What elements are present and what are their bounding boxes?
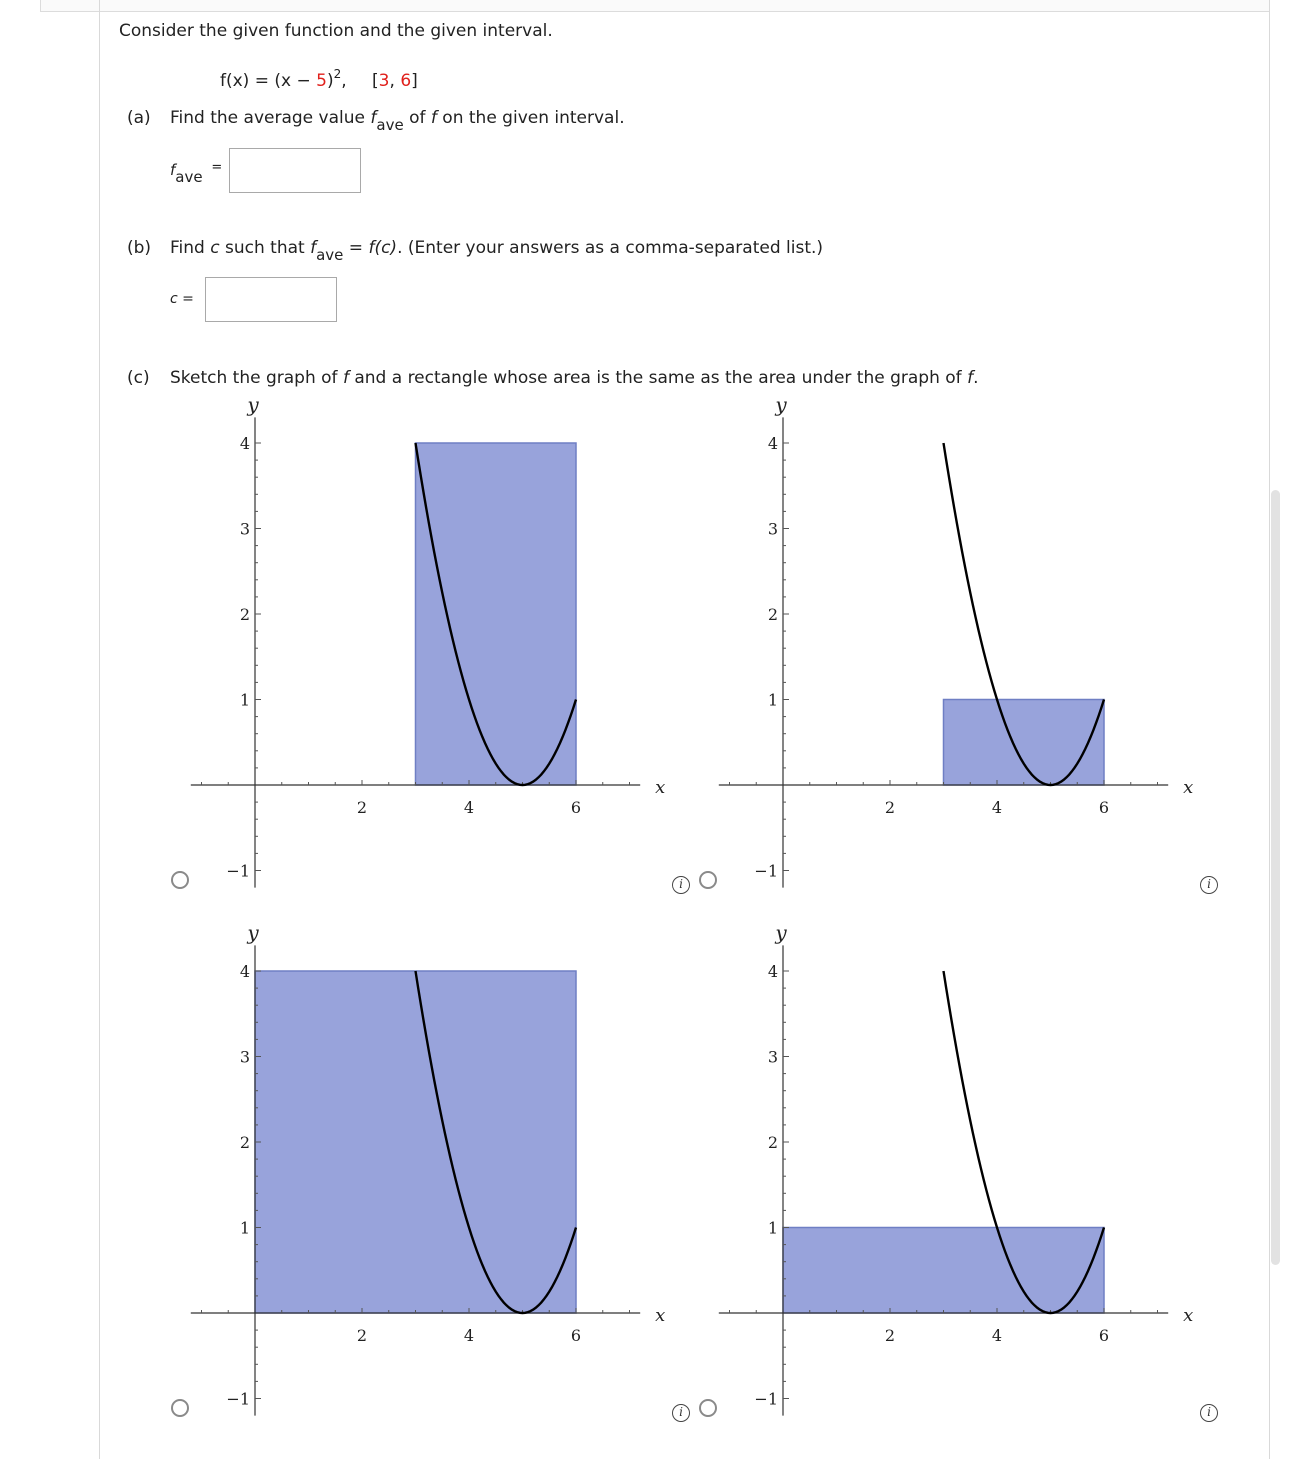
part-b-fc: f(c) bbox=[368, 238, 398, 258]
info-icon[interactable]: i bbox=[672, 1404, 690, 1422]
x-tick-label: 2 bbox=[356, 798, 368, 817]
y-tick-label: 4 bbox=[767, 962, 778, 981]
x-tick-label: 4 bbox=[991, 1326, 1003, 1345]
area-rectangle bbox=[416, 443, 577, 785]
y-tick-label: 4 bbox=[239, 434, 250, 453]
function-lhs: f(x) = (x − bbox=[220, 71, 317, 91]
part-b-q-mid: such that bbox=[219, 238, 311, 258]
graph-option-3 bbox=[185, 923, 670, 1423]
part-a-sub: ave bbox=[376, 116, 404, 134]
y-axis-label: y bbox=[247, 395, 259, 417]
fave-sub: ave bbox=[175, 168, 203, 186]
x-tick-label: 6 bbox=[570, 1326, 582, 1345]
y-tick-label: 2 bbox=[767, 605, 778, 624]
graph-option-4 bbox=[713, 923, 1198, 1423]
option-1-radio[interactable] bbox=[171, 871, 189, 889]
info-icon[interactable]: i bbox=[1200, 876, 1218, 894]
y-tick-label: 2 bbox=[767, 1133, 778, 1152]
part-b-sub: ave bbox=[316, 246, 344, 264]
part-c-f: f bbox=[342, 368, 349, 388]
part-a-question bbox=[170, 108, 625, 134]
scrollbar[interactable] bbox=[1271, 490, 1280, 1265]
part-c-question bbox=[170, 368, 978, 388]
x-tick-label: 4 bbox=[463, 798, 475, 817]
part-c-q-pre: Sketch the graph of bbox=[170, 368, 343, 388]
x-axis-label: x bbox=[655, 777, 666, 798]
info-icon[interactable]: i bbox=[672, 876, 690, 894]
x-axis-label: x bbox=[1183, 777, 1194, 798]
x-tick-label: 2 bbox=[356, 1326, 368, 1345]
y-axis-label: y bbox=[775, 395, 787, 417]
fave-input[interactable] bbox=[229, 148, 361, 193]
x-tick-label: 6 bbox=[570, 798, 582, 817]
y-tick-label: 1 bbox=[239, 1218, 250, 1238]
intro-text: Consider the given function and the given interval. bbox=[119, 21, 553, 41]
interval-open: [ bbox=[372, 71, 379, 91]
fave-f: f bbox=[170, 161, 176, 179]
part-b-q-eq: = bbox=[343, 238, 369, 258]
function-definition bbox=[220, 67, 418, 91]
part-a-f: f bbox=[370, 108, 377, 128]
y-tick-label: 2 bbox=[239, 605, 250, 624]
x-tick-label: 6 bbox=[1098, 1326, 1110, 1345]
part-c-q-mid: and a rectangle whose area is the same as the area under the graph of bbox=[348, 368, 968, 388]
option-4-radio[interactable] bbox=[699, 1399, 717, 1417]
part-a-q-f: f bbox=[430, 108, 437, 128]
y-tick-label: −1 bbox=[754, 1389, 778, 1409]
x-tick-label: 4 bbox=[463, 1326, 475, 1345]
function-close: ) bbox=[326, 71, 334, 91]
y-axis-label: y bbox=[775, 923, 787, 945]
y-tick-label: 4 bbox=[239, 962, 250, 981]
y-axis-label: y bbox=[247, 923, 259, 945]
part-a-q-pre: Find the average value bbox=[170, 108, 371, 128]
graph-option-1 bbox=[185, 395, 670, 895]
function-exponent: 2 bbox=[333, 67, 342, 81]
y-tick-label: 3 bbox=[767, 1047, 778, 1067]
area-rectangle bbox=[255, 971, 576, 1313]
c-input[interactable] bbox=[205, 277, 337, 322]
y-tick-label: 4 bbox=[767, 434, 778, 453]
c-label: c = bbox=[170, 291, 194, 307]
part-b-c: c bbox=[210, 238, 220, 258]
y-tick-label: 3 bbox=[239, 1047, 250, 1067]
fave-label bbox=[170, 160, 222, 186]
y-tick-label: −1 bbox=[226, 861, 250, 881]
x-tick-label: 2 bbox=[884, 798, 896, 817]
x-tick-label: 2 bbox=[884, 1326, 896, 1345]
option-2-radio[interactable] bbox=[699, 871, 717, 889]
area-rectangle bbox=[783, 1228, 1104, 1314]
part-b-label: (b) bbox=[127, 238, 152, 258]
part-a-label: (a) bbox=[127, 108, 151, 128]
option-3-radio[interactable] bbox=[171, 1399, 189, 1417]
function-shift: 5 bbox=[316, 71, 327, 91]
info-icon[interactable]: i bbox=[1200, 1404, 1218, 1422]
x-tick-label: 6 bbox=[1098, 798, 1110, 817]
interval-end: 6 bbox=[400, 71, 412, 91]
y-tick-label: 2 bbox=[239, 1133, 250, 1152]
interval-close: ] bbox=[411, 71, 418, 91]
graph-option-2 bbox=[713, 395, 1198, 895]
interval-start: 3 bbox=[378, 71, 390, 91]
part-b-q-post: . (Enter your answers as a comma-separated list.) bbox=[397, 238, 824, 258]
x-axis-label: x bbox=[655, 1305, 666, 1326]
function-comma: , bbox=[341, 71, 347, 91]
part-c-q-post: . bbox=[973, 368, 979, 388]
y-tick-label: 1 bbox=[767, 1218, 778, 1238]
y-tick-label: −1 bbox=[754, 861, 778, 881]
x-tick-label: 4 bbox=[991, 798, 1003, 817]
part-a-q-post: on the given interval. bbox=[436, 108, 625, 128]
interval-sep: , bbox=[389, 71, 401, 91]
part-c-f2: f bbox=[967, 368, 974, 388]
x-axis-label: x bbox=[1183, 1305, 1194, 1326]
y-tick-label: 3 bbox=[239, 519, 250, 539]
part-a-q-mid: of bbox=[403, 108, 431, 128]
part-c-label: (c) bbox=[127, 368, 150, 388]
y-tick-label: 1 bbox=[767, 690, 778, 710]
part-b-q-pre: Find bbox=[170, 238, 211, 258]
fave-equals: = bbox=[211, 160, 223, 175]
part-b-f: f bbox=[310, 238, 317, 258]
area-rectangle bbox=[944, 700, 1105, 786]
y-tick-label: 3 bbox=[767, 519, 778, 539]
y-tick-label: 1 bbox=[239, 690, 250, 710]
y-tick-label: −1 bbox=[226, 1389, 250, 1409]
part-b-question bbox=[170, 238, 823, 264]
